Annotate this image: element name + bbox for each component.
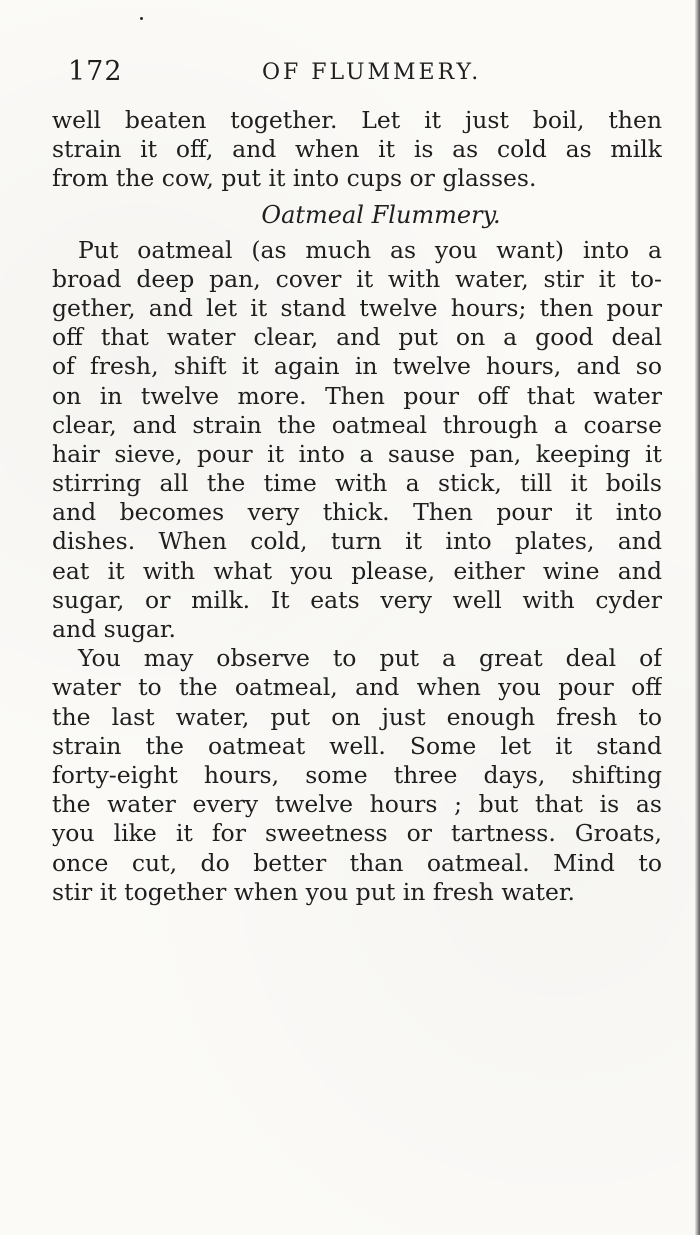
continuation-paragraph [52,106,662,194]
text-line: you like it for sweetness or tartness. Groats, [52,819,662,848]
recipe-paragraph-1 [52,236,662,645]
page-edge-shadow [695,0,700,1235]
text-line: forty-eight hours, some three days, shifting [52,760,662,789]
running-title: OF FLUMMERY. [262,60,482,85]
text-line: and becomes very thick. Then pour it into [52,498,662,527]
text-line: broad deep pan, cover it with water, stir it to- [52,264,662,293]
recipe-title: Oatmeal Flummery. [261,200,501,229]
text-line: Put oatmeal (as much as you want) into a [78,235,662,264]
text-line: eat it with what you please, either wine and [52,556,662,585]
text-line: the water every twelve hours ; but that is as [52,790,662,819]
text-line: strain it off, and when it is as cold as milk [52,135,662,164]
text-line: water to the oatmeal, and when you pour off [52,673,662,702]
text-line: You may observe to put a great deal of [78,644,662,673]
text-line: dishes. When cold, turn it into plates, and [52,527,662,556]
text-line: and sugar. [52,615,177,643]
body-text [52,106,662,907]
page-number: 172 [68,56,123,87]
recipe-paragraph-2 [52,644,662,907]
text-line: strain the oatmeat well. Some let it stand [52,731,662,760]
ink-speck [140,17,143,20]
text-line: of fresh, shift it again in twelve hours, and so [52,352,662,381]
text-line: from the cow, put it into cups or glasses. [52,164,537,193]
text-line: stirring all the time with a stick, till it boils [52,469,662,498]
page-header [64,52,624,92]
text-line: the last water, put on just enough fresh to [52,702,662,731]
text-line: once cut, do better than oatmeal. Mind to [52,848,662,877]
text-line: stir it together when you put in fresh water. [52,877,575,906]
text-line: off that water clear, and put on a good deal [52,323,662,352]
text-line: well beaten together. Let it just boil, then [52,106,662,134]
text-line: hair sieve, pour it into a sause pan, keeping it [52,439,662,468]
text-line: on in twelve more. Then pour off that water [52,381,662,410]
text-line: clear, and strain the oatmeal through a coarse [52,410,662,439]
text-line: gether, and let it stand twelve hours; then pour [52,293,662,322]
text-line: sugar, or milk. It eats very well with cyder [52,585,662,614]
